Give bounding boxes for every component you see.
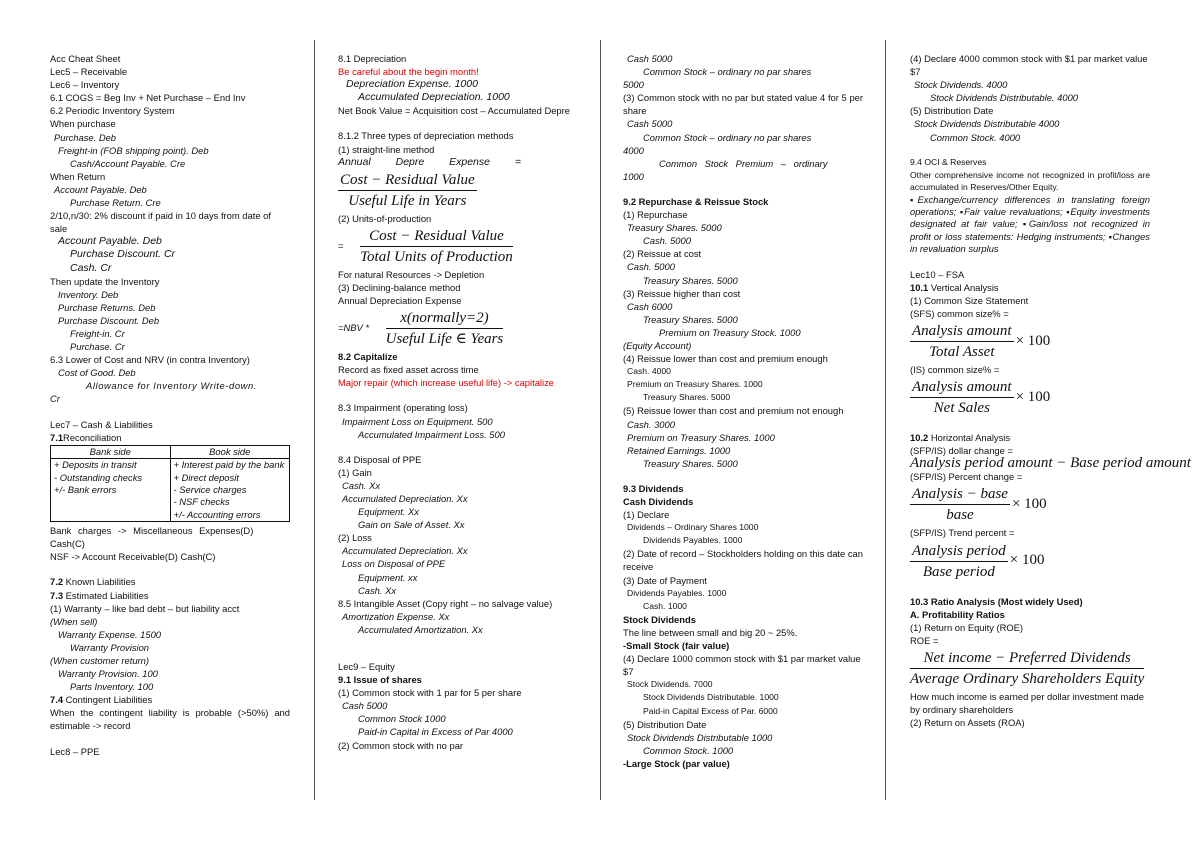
text-line: (IS) common size% = bbox=[910, 363, 1000, 375]
reconciliation-table bbox=[50, 445, 290, 522]
section-number: 8.2 bbox=[338, 351, 352, 363]
text-line: (1) Return on Equity (ROE) bbox=[910, 621, 1024, 633]
section-title: Reconciliation bbox=[63, 431, 122, 443]
dollar-change-formula: Analysis period amount − Base period amount bbox=[910, 455, 1191, 472]
percent-change-formula bbox=[910, 485, 1150, 524]
journal-line: Equipment. Xx bbox=[358, 506, 419, 518]
journal-line: Cash. Xx bbox=[358, 584, 397, 596]
text-line: When Return bbox=[50, 170, 106, 182]
text-line: Annual Depreciation Expense bbox=[338, 295, 462, 307]
section-heading bbox=[50, 431, 290, 444]
trend-percent-formula bbox=[910, 542, 1150, 581]
journal-line: Treasury Shares. 5000 bbox=[643, 274, 738, 286]
section-heading bbox=[910, 281, 1150, 294]
recon-item: + Interest paid by the bank bbox=[173, 459, 285, 471]
section-heading: 9.2 Repurchase & Reissue Stock bbox=[623, 195, 769, 207]
journal-line: Cash 5000 bbox=[342, 700, 388, 712]
journal-line: Stock Dividends Distributable. 1000 bbox=[643, 692, 779, 703]
journal-line: Cash. 3000 bbox=[627, 418, 675, 430]
denominator: Net Sales bbox=[933, 400, 990, 417]
recon-item: - Outstanding checks bbox=[54, 471, 143, 483]
text-line: 8.5 Intangible Asset (Copy right – no salvage value) bbox=[338, 597, 553, 609]
equals-sign: = bbox=[338, 239, 344, 251]
journal-line: Stock Dividends. 4000 bbox=[914, 79, 1008, 91]
text-line: (When sell) bbox=[50, 615, 98, 627]
text-line: 6.3 Lower of Cost and NRV (in contra Inventory) bbox=[50, 354, 250, 366]
numerator: Analysis period bbox=[910, 542, 1008, 562]
journal-line: Dividends Payables. 1000 bbox=[627, 587, 727, 598]
straight-line-formula bbox=[338, 171, 576, 210]
journal-line: Treasury Shares. 5000 bbox=[627, 222, 722, 234]
journal-line: Paid-in Capital in Excess of Par 4000 bbox=[358, 726, 513, 738]
section-title: Estimated Liabilities bbox=[65, 589, 149, 601]
section-heading bbox=[338, 350, 576, 363]
section-number: 10.2 bbox=[910, 432, 929, 444]
recon-book-side bbox=[170, 459, 290, 522]
journal-line: Warranty Provision. 100 bbox=[58, 668, 158, 680]
journal-line: Cash 6000 bbox=[627, 300, 673, 312]
text-line: 2/10,n/30: 2% discount if paid in 10 days from date of sale bbox=[50, 210, 271, 235]
numerator: Cost − Residual Value bbox=[338, 171, 477, 191]
text-line: Cash(C) bbox=[50, 538, 85, 550]
journal-line: Account Payable. Deb bbox=[54, 183, 147, 195]
text-line: (1) Common stock with 1 par for 5 per share bbox=[338, 687, 522, 699]
is-common-size-formula bbox=[910, 378, 1150, 417]
recon-item: + Direct deposit bbox=[173, 471, 239, 483]
recon-item: + Deposits in transit bbox=[54, 459, 137, 471]
times-100: × 100 bbox=[1011, 496, 1047, 513]
journal-line: Purchase. Deb bbox=[54, 131, 117, 143]
text-line: (4) Reissue lower than cost and premium enough bbox=[623, 353, 828, 365]
text-line: When the contingent liability is probable (>50%) and estimable -> record bbox=[50, 707, 290, 732]
journal-line: Premium on Treasury Stock. 1000 bbox=[659, 326, 801, 338]
journal-line: Inventory. Deb bbox=[58, 288, 119, 300]
text-line: (1) straight-line method bbox=[338, 143, 435, 155]
journal-line: Treasury Shares. 5000 bbox=[643, 457, 738, 469]
subsection-heading: Stock Dividends bbox=[623, 613, 696, 625]
recon-bank-side bbox=[51, 459, 171, 522]
journal-line: 5000 bbox=[623, 79, 644, 91]
journal-line: Cash. Xx bbox=[342, 479, 381, 491]
text-line: -Large Stock (par value) bbox=[623, 757, 730, 769]
denominator: Useful Life in Years bbox=[348, 192, 467, 209]
text-line: (2) Return on Assets (ROA) bbox=[910, 717, 1025, 729]
journal-line: Freight-in (FOB shipping point). Deb bbox=[58, 144, 209, 156]
text-line: Net Book Value = Acquisition cost – Accumulated Depre bbox=[338, 105, 570, 117]
journal-line: Warranty Provision bbox=[70, 641, 150, 653]
denominator: base bbox=[946, 507, 974, 524]
journal-line: Gain on Sale of Asset. Xx bbox=[358, 519, 465, 531]
section-heading: 9.4 OCI & Reserves bbox=[910, 156, 987, 167]
fraction bbox=[910, 378, 1014, 417]
text-line: (4) Declare 1000 common stock with $1 par market value $7 bbox=[623, 653, 861, 678]
section-title: Known Liabilities bbox=[65, 576, 136, 588]
journal-line: Allowance for Inventory Write-down. bbox=[86, 380, 258, 392]
fraction bbox=[910, 542, 1008, 581]
journal-line: Common Stock – ordinary no par shares bbox=[643, 131, 812, 143]
journal-line: Cash 5000 bbox=[627, 118, 673, 130]
times-100: × 100 bbox=[1015, 332, 1051, 349]
text-line: (1) Repurchase bbox=[623, 209, 688, 221]
recon-item: - Service charges bbox=[173, 483, 247, 495]
section-number: 7.1 bbox=[50, 431, 64, 443]
numerator: Analysis − base bbox=[910, 485, 1010, 505]
units-of-production-formula bbox=[338, 227, 576, 266]
section-heading: 9.3 Dividends bbox=[623, 482, 684, 494]
journal-line: Common Stock – ordinary no par shares bbox=[643, 66, 812, 78]
fraction bbox=[910, 649, 1144, 688]
numerator: Cost − Residual Value bbox=[360, 227, 513, 247]
journal-line: Accumulated Depreciation. Xx bbox=[342, 545, 468, 557]
journal-line: Accumulated Depreciation. Xx bbox=[342, 492, 468, 504]
column-divider-3 bbox=[885, 40, 886, 800]
numerator: Analysis amount bbox=[910, 322, 1014, 342]
journal-line: Common Stock Premium – ordinary bbox=[659, 157, 828, 169]
text-line: How much income is earned per dollar investment made by ordinary shareholders bbox=[910, 690, 1144, 715]
journal-line: Freight-in. Cr bbox=[70, 327, 125, 339]
journal-line: 4000 bbox=[623, 144, 644, 156]
section-title: Capitalize bbox=[353, 351, 398, 363]
journal-line: Common Stock. 1000 bbox=[643, 744, 734, 756]
text-line: (4) Declare 4000 common stock with $1 par market value $7 bbox=[910, 53, 1148, 78]
lec8-heading: Lec8 – PPE bbox=[50, 745, 100, 757]
subsection-heading: Cash Dividends bbox=[623, 496, 694, 507]
journal-line: Treasury Shares. 5000 bbox=[643, 313, 738, 325]
journal-line: Depreciation Expense. 1000 bbox=[346, 78, 478, 91]
section-number: 10.1 bbox=[910, 281, 929, 293]
text-line: (2) Common stock with no par bbox=[338, 739, 464, 751]
recon-item: - NSF checks bbox=[173, 496, 230, 508]
text-line: -Small Stock (fair value) bbox=[623, 640, 730, 652]
section-heading bbox=[910, 431, 1150, 444]
recon-header-bank: Bank side bbox=[51, 445, 171, 458]
text-line: When purchase bbox=[50, 118, 116, 130]
numerator: Analysis amount bbox=[910, 378, 1014, 398]
denominator: Base period bbox=[922, 563, 995, 580]
journal-line: Accumulated Impairment Loss. 500 bbox=[358, 428, 505, 440]
text-line: (3) Reissue higher than cost bbox=[623, 287, 741, 299]
fraction bbox=[910, 485, 1010, 524]
text-line: (1) Warranty – like bad debt – but liability acct bbox=[50, 602, 240, 614]
section-heading bbox=[50, 589, 290, 602]
journal-line: Cash. 5000 bbox=[643, 235, 691, 247]
journal-line: Purchase. Cr bbox=[70, 341, 125, 353]
roe-formula bbox=[910, 649, 1150, 688]
text-line: (SFP/IS) Trend percent = bbox=[910, 527, 1015, 539]
journal-line: 1000 bbox=[623, 170, 644, 182]
text-line: NSF -> Account Receivable(D) Cash(C) bbox=[50, 551, 216, 563]
journal-line: Retained Earnings. 1000 bbox=[627, 444, 731, 456]
denominator: Total Units of Production bbox=[360, 248, 513, 265]
text-line: (3) Date of Payment bbox=[623, 574, 707, 586]
section-title: Vertical Analysis bbox=[930, 281, 999, 293]
text-line: (1) Common Size Statement bbox=[910, 294, 1029, 306]
text-line: 8.1.2 Three types of depreciation methods bbox=[338, 130, 514, 142]
text-line: (2) Date of record – Stockholders holding on this date can receive bbox=[623, 548, 863, 573]
journal-line: Stock Dividends Distributable. 4000 bbox=[930, 92, 1078, 104]
journal-line: Purchase Return. Cre bbox=[70, 197, 161, 209]
fraction bbox=[910, 322, 1014, 361]
column-2 bbox=[338, 52, 576, 752]
journal-line: Amortization Expense. Xx bbox=[342, 610, 450, 622]
section-title: Horizontal Analysis bbox=[930, 432, 1011, 444]
text-line: (1) Gain bbox=[338, 466, 372, 478]
text-line: 6.2 Periodic Inventory System bbox=[50, 105, 175, 117]
column-3 bbox=[623, 52, 863, 770]
journal-line: Cash. 1000 bbox=[643, 600, 687, 611]
lec9-heading: Lec9 – Equity bbox=[338, 661, 395, 672]
column-1 bbox=[50, 52, 290, 758]
journal-line: Account Payable. Deb bbox=[58, 235, 162, 248]
journal-line: Common Stock. 4000 bbox=[930, 131, 1021, 143]
section-heading bbox=[50, 693, 290, 706]
journal-line: Cr bbox=[50, 393, 60, 405]
section-number: 7.2 bbox=[50, 576, 64, 588]
oci-items: ▪Exchange/currency differences in translating foreign operations; ▪Fair value revaluations; ▪Equity investments designated at fair value; ▪Gain/loss not recognized in profit or loss statements: Hedging instruments; ▪Changes in revaluation surplus bbox=[910, 193, 1150, 255]
journal-line: Stock Dividends Distributable 4000 bbox=[914, 118, 1060, 130]
text-line: (2) Reissue at cost bbox=[623, 248, 702, 260]
sfs-common-size-formula bbox=[910, 322, 1150, 361]
text-line: (2) Loss bbox=[338, 532, 372, 544]
warning-text: Major repair (which increase useful life) -> capitalize bbox=[338, 377, 554, 389]
journal-line: (Equity Account) bbox=[623, 339, 692, 351]
text-line: (2) Units-of-production bbox=[338, 212, 432, 224]
journal-line: Treasury Shares. 5000 bbox=[643, 392, 731, 403]
text-line: (SFS) common size% = bbox=[910, 307, 1009, 319]
text-line: The line between small and big 20 ~ 25%. bbox=[623, 626, 798, 638]
recon-header-book: Book side bbox=[170, 445, 290, 458]
text-line: Annual Depre Expense = bbox=[338, 155, 522, 168]
numerator: x(normally=2) bbox=[386, 309, 504, 329]
denominator: Average Ordinary Shareholders Equity bbox=[910, 670, 1145, 687]
column-divider-2 bbox=[600, 40, 601, 800]
text-line: Bank charges -> Miscellaneous Expenses(D) bbox=[50, 525, 254, 537]
text-line: (SFP/IS) Percent change = bbox=[910, 471, 1023, 483]
journal-line: Cash/Account Payable. Cre bbox=[70, 157, 186, 169]
text-line: (3) Declining-balance method bbox=[338, 281, 461, 293]
journal-line: Loss on Disposal of PPE bbox=[342, 558, 446, 570]
section-number: 7.3 bbox=[50, 589, 64, 601]
fraction bbox=[338, 171, 477, 210]
denominator: Useful Life ∈ Years bbox=[385, 331, 504, 348]
section-number: 7.4 bbox=[50, 694, 64, 706]
journal-line: Common Stock 1000 bbox=[358, 713, 446, 725]
text-line: (1) Declare bbox=[623, 509, 670, 521]
lec10-heading: Lec10 – FSA bbox=[910, 268, 965, 280]
nbv-label: =NBV * bbox=[338, 322, 370, 334]
text-line: (5) Reissue lower than cost and premium not enough bbox=[623, 405, 844, 417]
text-line: 6.1 COGS = Beg Inv + Net Purchase – End Inv bbox=[50, 92, 246, 104]
text-line: (5) Distribution Date bbox=[910, 105, 994, 117]
times-100: × 100 bbox=[1015, 389, 1051, 406]
journal-line: Impairment Loss on Equipment. 500 bbox=[342, 415, 493, 427]
lec6-heading: Lec6 – Inventory bbox=[50, 79, 120, 91]
subsection-heading: A. Profitability Ratios bbox=[910, 608, 1005, 620]
fraction bbox=[386, 309, 504, 348]
text-line: ROE = bbox=[910, 634, 939, 646]
text-line: Record as fixed asset across time bbox=[338, 364, 479, 376]
recon-item: +/- Accounting errors bbox=[173, 508, 261, 520]
journal-line: Warranty Expense. 1500 bbox=[58, 628, 162, 640]
text-line: (5) Distribution Date bbox=[623, 718, 707, 730]
journal-line: Cash. 5000 bbox=[627, 261, 675, 273]
lec5-heading: Lec5 – Receivable bbox=[50, 66, 128, 78]
recon-item: +/- Bank errors bbox=[54, 483, 117, 495]
denominator: Total Asset bbox=[929, 343, 995, 360]
text-line: 8.3 Impairment (operating loss) bbox=[338, 402, 468, 414]
numerator: Net income − Preferred Dividends bbox=[910, 649, 1144, 669]
journal-line: Parts Inventory. 100 bbox=[70, 681, 154, 693]
journal-line: Purchase Discount. Cr bbox=[70, 248, 176, 261]
journal-line: Accumulated Amortization. Xx bbox=[358, 623, 483, 635]
journal-line: Premium on Treasury Shares. 1000 bbox=[627, 431, 775, 443]
fraction bbox=[360, 227, 513, 266]
section-heading: 10.3 Ratio Analysis (Most widely Used) bbox=[910, 595, 1083, 607]
text-line: For natural Resources -> Depletion bbox=[338, 268, 485, 280]
column-divider-1 bbox=[314, 40, 315, 800]
section-heading: 9.1 Issue of shares bbox=[338, 674, 422, 686]
journal-line: Dividends – Ordinary Shares 1000 bbox=[627, 522, 759, 533]
journal-line: Stock Dividends Distributable 1000 bbox=[627, 731, 773, 743]
journal-line: Purchase Discount. Deb bbox=[58, 314, 160, 326]
warning-text: Be careful about the begin month! bbox=[338, 66, 479, 78]
journal-line: Stock Dividends. 7000 bbox=[627, 679, 713, 690]
column-4 bbox=[910, 52, 1191, 729]
journal-line: Cost of Good. Deb bbox=[58, 367, 136, 379]
journal-line: Cash. 4000 bbox=[627, 366, 671, 377]
text-line: (SFP/IS) dollar change = bbox=[910, 445, 1013, 457]
lec7-heading: Lec7 – Cash & Liabilities bbox=[50, 418, 153, 430]
text-line: 8.4 Disposal of PPE bbox=[338, 453, 422, 465]
journal-line: Dividends Payables. 1000 bbox=[643, 535, 743, 546]
text-line: Other comprehensive income not recognized in profit/loss are accumulated in Reserves/Other Equity. bbox=[910, 169, 1150, 193]
section-heading bbox=[50, 575, 290, 588]
section-heading: 8.1 Depreciation bbox=[338, 53, 407, 64]
text-line: Then update the Inventory bbox=[50, 275, 160, 287]
journal-line: Cash. Cr bbox=[70, 261, 112, 274]
declining-balance-formula bbox=[338, 309, 576, 348]
times-100: × 100 bbox=[1009, 552, 1045, 569]
journal-line: Accumulated Depreciation. 1000 bbox=[358, 91, 510, 104]
journal-line: Equipment. xx bbox=[358, 571, 418, 583]
text-line: (3) Common stock with no par but stated value 4 for 5 per share bbox=[623, 92, 863, 117]
journal-line: Purchase Returns. Deb bbox=[58, 301, 156, 313]
journal-line: Paid-in Capital Excess of Par. 6000 bbox=[643, 705, 778, 716]
journal-line: Premium on Treasury Shares. 1000 bbox=[627, 379, 763, 390]
doc-title: Acc Cheat Sheet bbox=[50, 53, 121, 64]
journal-line: Cash 5000 bbox=[627, 53, 673, 64]
text-line: (When customer return) bbox=[50, 655, 149, 666]
section-title: Contingent Liabilities bbox=[65, 694, 153, 706]
